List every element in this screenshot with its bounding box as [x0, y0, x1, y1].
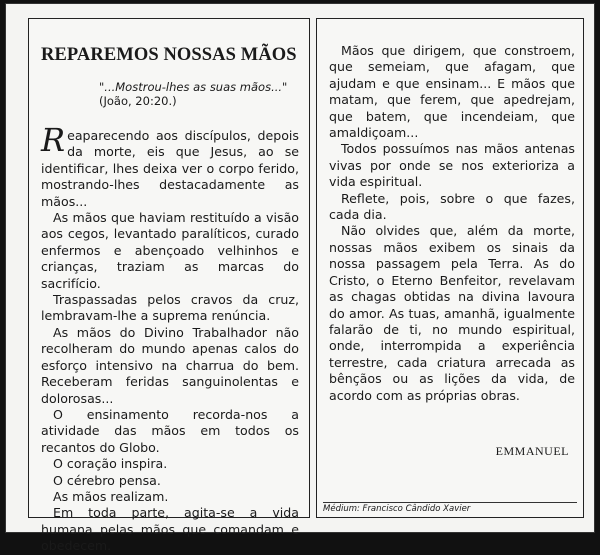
- printed-page: [5, 3, 595, 554]
- paragraph: O cérebro pensa.: [53, 472, 161, 488]
- article-title: REPAREMOS NOSSAS MÃOS: [41, 45, 297, 65]
- paragraph: O ensinamento recorda-nos a atividade das mãos em todos os recantos do Globo.: [41, 406, 299, 455]
- epigraph-quote: "...Mostrou-lhes as suas mãos...": [99, 80, 288, 94]
- paragraph: As mãos do Divino Trabalhador não recolheram do mundo apenas calos do esforço intensivo na charrua do bem. Receberam feridas sanguinolentas e dolorosas...: [41, 324, 299, 406]
- right-body-text: [329, 43, 575, 404]
- left-body-text: [41, 121, 299, 555]
- author-signature: EMMANUEL: [495, 443, 569, 458]
- paragraph: As mãos realizam.: [53, 488, 169, 504]
- paragraph: As mãos que haviam restituído a visão aos cegos, levantado paralíticos, curado enfermos e abençoado velhinhos e crianças, traziam as marcas do sacrifício.: [41, 210, 299, 291]
- first-paragraph: [41, 121, 299, 210]
- paragraph: Reflete, pois, sobre o que fazes, cada dia.: [329, 190, 575, 223]
- right-column: [316, 18, 584, 518]
- drop-cap: R: [41, 121, 66, 159]
- epigraph: [41, 80, 299, 108]
- paragraph: Mãos que dirigem, que constroem, que semeiam, que afagam, que ajudam e que ensinam... E mãos que matam, que ferem, que apedrejam, que batem, que incendeiam, que amaldiçoam...: [329, 43, 575, 141]
- paragraph: Não olvides que, além da morte, nossas mãos exibem os sinais da nossa passagem pela Terra. As do Cristo, o Eterno Benfeitor, revelavam as chagas obtidas na divina lavoura do amor. As tuas, amanhã, igualmente falarão de ti, no mundo espiritual, onde, interrompida a experiência terrestre, cada criatura arrecada as bênçãos ou as lições da vida, de acordo com as próprias obras.: [329, 223, 575, 403]
- first-paragraph-text: eaparecendo aos discípulos, depois da morte, eis que Jesus, ao se identificar, lhes deixa ver o corpo ferido, mostrando-lhes destacadamente as mãos...: [41, 128, 299, 209]
- left-column: [28, 18, 310, 554]
- epigraph-reference: (João, 20:20.): [99, 94, 177, 108]
- paragraph: Todos possuímos nas mãos antenas vivas por onde se nos exterioriza a vida espiritual.: [329, 141, 575, 190]
- paragraph: Traspassadas pelos cravos da cruz, lembravam-lhe a suprema renúncia.: [41, 292, 299, 324]
- medium-credit: Médium: Francisco Cândido Xavier: [323, 502, 577, 514]
- paragraph: Em toda parte, agita-se a vida humana pelas mãos que comandam e obedecem.: [41, 505, 299, 554]
- paragraph: O coração inspira.: [53, 456, 168, 472]
